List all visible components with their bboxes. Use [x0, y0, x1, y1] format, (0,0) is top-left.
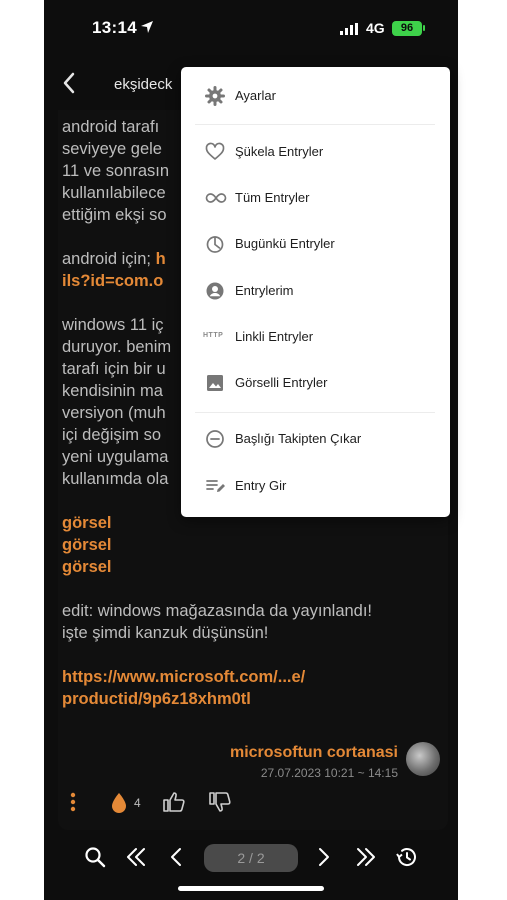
menu-item-write-entry[interactable]	[181, 466, 450, 506]
image-link[interactable]: görsel	[62, 514, 112, 532]
microsoft-link[interactable]: productid/9p6z18xhm0tl	[62, 690, 251, 708]
signal-bars-icon	[340, 22, 360, 40]
entry-line: işte şimdi kanzuk düşünsün!	[62, 624, 269, 642]
menu-item-linked-entries[interactable]	[181, 317, 450, 357]
account-icon	[205, 281, 225, 301]
menu-item-label: Entrylerim	[235, 283, 294, 298]
gear-icon	[205, 86, 225, 106]
menu-item-unfollow-title[interactable]	[181, 419, 450, 459]
entry-line: duruyor. benim	[62, 338, 172, 356]
options-menu	[181, 67, 450, 517]
author-name[interactable]: microsoftun cortanasi	[229, 744, 398, 761]
http-icon: HTTP	[203, 332, 224, 339]
menu-item-all-entries[interactable]	[181, 178, 450, 218]
android-link[interactable]: h	[155, 250, 166, 268]
menu-item-today-entries[interactable]	[181, 224, 450, 264]
menu-item-image-entries[interactable]	[181, 363, 450, 403]
android-link[interactable]: ils?id=com.o	[62, 272, 164, 290]
back-arrow-icon[interactable]	[58, 70, 82, 96]
menu-item-label: Linkli Entryler	[235, 329, 314, 344]
image-icon	[205, 373, 225, 393]
previous-page-icon[interactable]	[168, 846, 184, 873]
thumbs-down-icon[interactable]	[208, 791, 232, 818]
location-arrow-icon	[140, 20, 154, 37]
edit-note-icon	[205, 476, 227, 496]
entry-line: tarafı için bir u	[62, 360, 166, 378]
menu-item-label: Tüm Entryler	[235, 190, 310, 205]
menu-item-label: Ayarlar	[235, 88, 276, 103]
minus-circle-icon	[205, 429, 225, 449]
next-page-icon[interactable]	[316, 846, 332, 873]
entry-actions	[58, 788, 448, 818]
home-indicator	[178, 886, 324, 891]
battery-indicator: 96	[392, 21, 422, 36]
bottom-toolbar	[44, 838, 458, 880]
entry-line: windows 11 iç	[62, 316, 164, 334]
favorite-count: 4	[134, 796, 141, 810]
entry-line: kullanımda ola	[62, 470, 169, 488]
menu-item-label: Görselli Entryler	[235, 375, 328, 390]
author-block	[230, 744, 398, 780]
heart-icon	[205, 142, 225, 162]
clock-icon	[205, 234, 225, 254]
entry-line: kullanılabilece	[62, 184, 166, 202]
entry-line: kendisinin ma	[62, 382, 163, 400]
avatar[interactable]	[406, 742, 440, 776]
image-link[interactable]: görsel	[62, 558, 112, 576]
menu-divider	[195, 412, 435, 413]
nav-title: ekşideck	[114, 76, 173, 93]
entry-line: yeni uygulama	[62, 448, 169, 466]
android-label: android için;	[62, 250, 151, 268]
entry-line: versiyon (muh	[62, 404, 166, 422]
entry-date: 27.07.2023 10:21 ~ 14:15	[260, 766, 398, 780]
menu-item-sukela[interactable]	[181, 132, 450, 172]
entry-line: ettiğim ekşi so	[62, 206, 167, 224]
image-link[interactable]: görsel	[62, 536, 112, 554]
status-time: 13:14	[92, 18, 137, 37]
microsoft-link[interactable]: https://www.microsoft.com/...e/	[62, 668, 306, 686]
entry-line: seviyeye gele	[62, 140, 162, 158]
menu-item-label: Bugünkü Entryler	[235, 236, 335, 251]
search-icon[interactable]	[84, 846, 106, 873]
menu-item-label: Entry Gir	[235, 478, 287, 493]
infinity-icon	[205, 188, 227, 208]
battery-tip	[423, 25, 425, 31]
status-bar	[44, 0, 458, 58]
menu-item-my-entries[interactable]	[181, 271, 450, 311]
menu-item-settings[interactable]	[181, 76, 450, 116]
last-page-icon[interactable]	[354, 846, 378, 873]
history-icon[interactable]	[394, 846, 418, 873]
menu-item-label: Başlığı Takipten Çıkar	[235, 431, 362, 446]
menu-divider	[195, 124, 435, 125]
favorite-drop-icon[interactable]	[110, 792, 128, 819]
first-page-icon[interactable]	[124, 846, 148, 873]
menu-item-label: Şükela Entryler	[235, 144, 324, 159]
page-indicator[interactable]: 2 / 2	[204, 844, 298, 872]
entry-line: içi değişim so	[62, 426, 162, 444]
entry-line: 11 ve sonrasın	[62, 162, 170, 180]
more-vertical-icon[interactable]	[70, 792, 76, 817]
entry-line: android tarafı	[62, 118, 160, 136]
thumbs-up-icon[interactable]	[162, 791, 186, 818]
entry-line: edit: windows mağazasında da yayınlandı!	[62, 602, 373, 620]
network-type: 4G	[366, 20, 385, 36]
